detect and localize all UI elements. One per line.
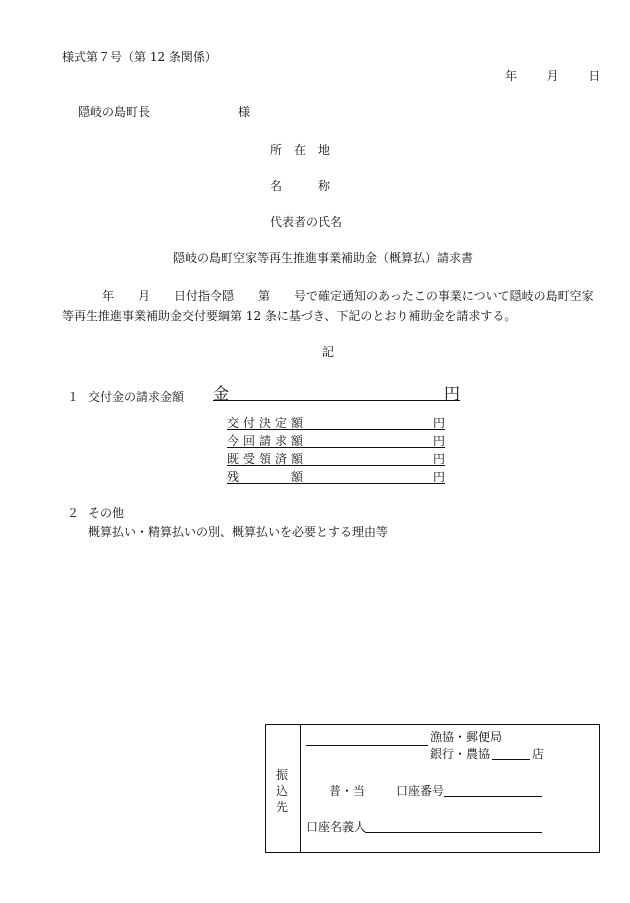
addressee-name: 隠岐の島町長 [78, 105, 151, 119]
account-holder-line [365, 832, 542, 833]
amount-en-label: 円 [444, 384, 461, 403]
sub-item-label: 今回請求額 [227, 434, 308, 448]
sub-item-row [227, 450, 445, 466]
sub-item-en: 円 [432, 470, 445, 484]
bank-transfer-box [265, 724, 600, 853]
body-text: 年 月 日付指令隠 第 号で確定通知のあったこの事業について隠岐の島町空家等再生推進事業補助金交付要綱第 12 条に基づき、下記のとおり補助金を請求する。 [62, 289, 594, 323]
ginko-nokyo-label: 銀行・農協 [430, 747, 491, 761]
applicant-address-label: 所 在 地 [270, 143, 331, 157]
sub-item-en: 円 [432, 416, 445, 430]
ten-label: 店 [532, 747, 545, 761]
item1-number: １ [67, 390, 80, 404]
gyokyo-yubin-label: 漁協・郵便局 [430, 730, 503, 744]
applicant-representative-label: 代表者の氏名 [270, 215, 343, 229]
addressee [78, 103, 251, 120]
account-number-line [444, 796, 542, 797]
sub-item-label: 残 額 [227, 470, 308, 484]
sub-item-en: 円 [432, 434, 445, 448]
item2-label: その他 [88, 506, 125, 520]
bank-box-divider [300, 725, 301, 852]
futsu-to-label: 普・当 [329, 784, 366, 798]
furikomi-label: 振込先 [275, 768, 288, 814]
date-day-label: 日 [588, 69, 601, 83]
account-holder-label: 口座名義人 [306, 820, 367, 834]
bank-name-line [306, 745, 428, 746]
item2-description: 概算払い・精算払いの別、概算払いを必要とする理由等 [88, 525, 389, 539]
addressee-honorific: 様 [238, 105, 251, 119]
date-year-label: 年 [505, 69, 518, 83]
ki-label: 記 [322, 345, 335, 359]
sub-item-row [227, 432, 445, 448]
applicant-name-label: 名 称 [270, 179, 331, 193]
account-number-label: 口座番号 [396, 784, 445, 798]
sub-item-label: 交付決定額 [227, 416, 308, 430]
sub-item-en: 円 [432, 452, 445, 466]
branch-name-line [492, 759, 530, 760]
date-month-label: 月 [546, 69, 559, 83]
sub-item-row [227, 468, 445, 484]
sub-item-label: 既受領済額 [227, 452, 308, 466]
item2-number: ２ [67, 506, 80, 520]
form-number: 様式第７号（第 12 条関係） [62, 50, 217, 64]
item1-label: 交付金の請求金額 [88, 390, 185, 404]
amount-kin-label: 金 [213, 384, 230, 403]
amount-line [213, 400, 460, 401]
sub-item-row [227, 414, 445, 430]
date-field [505, 67, 600, 84]
document-title: 隠岐の島町空家等再生推進事業補助金（概算払）請求書 [173, 251, 474, 265]
